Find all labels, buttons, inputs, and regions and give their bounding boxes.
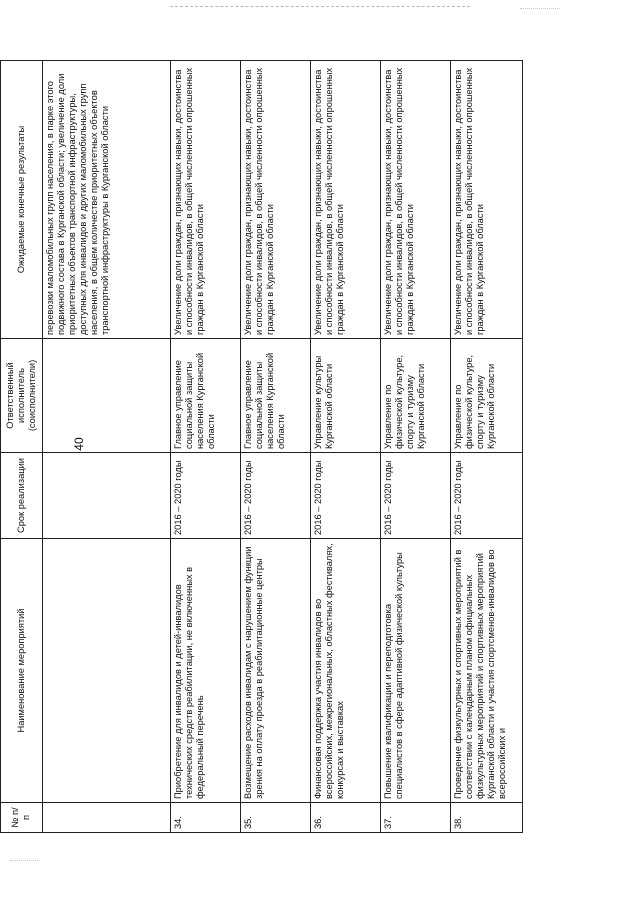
cell-results: Увеличение доли граждан, признающих навыки, достоинства и способности инвалидов, в общей численности опрошенных граждан в Курганской области: [240, 61, 310, 339]
cell-term: 2016 – 2020 годы: [450, 453, 522, 539]
cell-results: Увеличение доли граждан, признающих навыки, достоинства и способности инвалидов, в общей численности опрошенных граждан в Курганской области: [170, 61, 240, 339]
cell-num: 37.: [380, 803, 450, 833]
cell-results: Увеличение доли граждан, признающих навыки, достоинства и способности инвалидов, в общей численности опрошенных граждан в Курганской области: [450, 61, 522, 339]
cell-executor: [42, 339, 170, 453]
table-row: [170, 61, 240, 833]
cell-name: [42, 539, 170, 803]
cell-num: 35.: [240, 803, 310, 833]
cell-executor: Управление по физической культуре, спорту и туризму Курганской области: [450, 339, 522, 453]
scan-artifact-mark: [10, 860, 40, 861]
table-row: [450, 61, 522, 833]
cell-name: Возмещение расходов инвалидам с нарушением функции зрения на оплату проезда в реабилитационные центры: [240, 539, 310, 803]
table-row: [310, 61, 380, 833]
cell-name: Приобретение для инвалидов и детей-инвалидов технических средств реабилитации, не включенных в федеральный перечень: [170, 539, 240, 803]
table-row: [380, 61, 450, 833]
cell-executor: Главное управление социальной защиты населения Курганской области: [170, 339, 240, 453]
table-header-row: [1, 61, 43, 833]
cell-num: 34.: [170, 803, 240, 833]
header-results: Ожидаемые конечные результаты: [1, 61, 43, 339]
table-row: [240, 61, 310, 833]
cell-executor: Управление по физической культуре, спорту и туризму Курганской области: [380, 339, 450, 453]
header-num: № п/п: [1, 803, 43, 833]
cell-num: [42, 803, 170, 833]
measures-table: [0, 60, 523, 833]
cell-num: 38.: [450, 803, 522, 833]
scan-artifact-line: [170, 6, 470, 7]
cell-term: 2016 – 2020 годы: [240, 453, 310, 539]
cell-executor: Главное управление социальной защиты населения Курганской области: [240, 339, 310, 453]
cell-num: 36.: [310, 803, 380, 833]
cell-name: Повышение квалификации и переподготовка специалистов в сфере адаптивной физической культуры: [380, 539, 450, 803]
header-name: Наименование мероприятий: [1, 539, 43, 803]
header-executor: Ответственный исполнитель (соисполнители): [1, 339, 43, 453]
cell-name: Финансовая поддержка участия инвалидов во всероссийских, межрегиональных, областных фестивалях, конкурсах и выставках: [310, 539, 380, 803]
header-term: Срок реализации: [1, 453, 43, 539]
cell-results: Увеличение доли граждан, признающих навыки, достоинства и способности инвалидов, в общей численности опрошенных граждан в Курганской области: [310, 61, 380, 339]
cell-name: Проведение физкультурных и спортивных мероприятий в соответствии с календарным планом официальных физкультурных мероприятий и спортивных мероприятий Курганской области и участия спортсменов-инвалидов во всероссийских и: [450, 539, 522, 803]
scan-artifact-mark: [520, 8, 560, 9]
cell-term: 2016 – 2020 годы: [380, 453, 450, 539]
table-row-continuation: [42, 61, 170, 833]
cell-results: Увеличение доли граждан, признающих навыки, достоинства и способности инвалидов, в общей численности опрошенных граждан в Курганской области: [380, 61, 450, 339]
cell-term: [42, 453, 170, 539]
cell-executor: Управление культуры Курганской области: [310, 339, 380, 453]
rotated-table-container: [0, 61, 520, 833]
page-number: 40: [72, 437, 86, 451]
cell-term: 2016 – 2020 годы: [170, 453, 240, 539]
cell-term: 2016 – 2020 годы: [310, 453, 380, 539]
cell-results: перевозки маломобильных групп населения, в парке этого подвижного состава в Курганской области; увеличение доли приоритетных объектов транспортной инфраструктуры, доступных для инвалидов и других маломобильных групп населения, в общем количестве приоритетных объектов транспортной инфраструктуры в Курганской области: [42, 61, 170, 339]
